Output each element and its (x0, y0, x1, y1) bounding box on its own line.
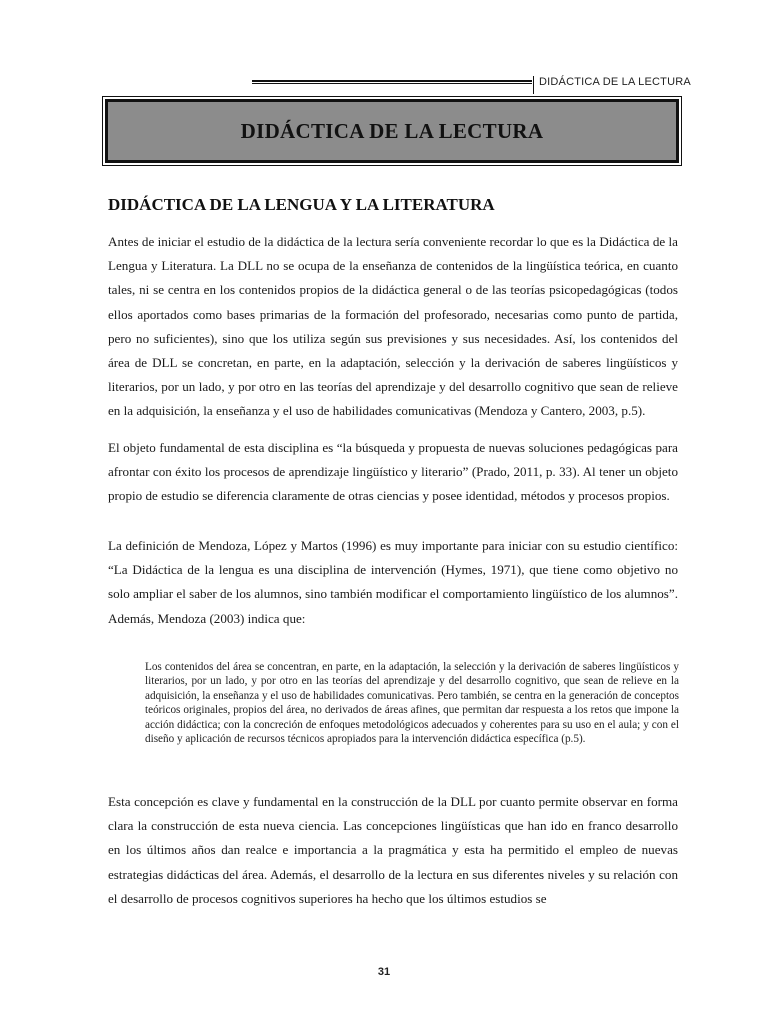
chapter-title: DIDÁCTICA DE LA LECTURA (240, 118, 544, 143)
paragraph-2: El objeto fundamental de esta disciplina es “la búsqueda y propuesta de nuevas soluciones pedagógicas para afrontar con éxito los procesos de aprendizaje lingüístico y literario” (Prado, 2011, p. 33). Al tener un objeto propio de estudio se diferencia claramente de otras ciencias y posee identidad, métodos y procesos propios. (108, 440, 678, 504)
running-head: DIDÁCTICA DE LA LECTURA (539, 76, 691, 88)
paragraph-4: Esta concepción es clave y fundamental en la construcción de la DLL por cuanto permite observar en forma clara la construcción de esta nueva ciencia. Las concepciones lingüísticas que han ido en franco desarrollo en los últimos años dan realce e importancia a la pragmática y esta ha permitido el empleo de nuevas estrategias didácticas del área. Además, el desarrollo de la lectura en sus diferentes niveles y su relación con el desarrollo de procesos cognitivos superiores ha hecho que los últimos estudios se (108, 794, 678, 906)
header-rule (252, 80, 532, 84)
section-heading: DIDÁCTICA DE LA LENGUA Y LA LITERATURA (108, 195, 495, 214)
header-divider (533, 76, 534, 94)
paragraph-3: La definición de Mendoza, López y Martos (1996) es muy importante para iniciar con su estudio científico: “La Didáctica de la lengua es una disciplina de intervención (Hymes, 1971), que tiene como objetivo no solo ampliar el saber de los alumnos, sino también modificar el comportamiento lingüístico de los alumnos”. Además, Mendoza (2003) indica que: (108, 538, 678, 626)
page-number: 31 (377, 966, 391, 978)
block-quote: Los contenidos del área se concentran, en parte, en la adaptación, la selección y la derivación de saberes lingüísticos y literarios, por un lado, y por otro en las teorías del aprendizaje y del desarrollo cognitivo, que sean de relieve en la adquisición, la enseñanza y el uso de habilidades comunicativas. Pero también, se centra en la generación de conceptos teóricos originales, propios del área, no derivados de áreas afines, que permitan dar respuesta a los retos que impone la acción didáctica; con la concreción de enfoques metodológicos adecuados y coherentes para su uso en el aula; y con el diseño y aplicación de recursos técnicos apropiados para la intervención didáctica específica (p.5). (145, 661, 679, 746)
chapter-title-box (105, 99, 679, 163)
paragraph-1: Antes de iniciar el estudio de la didáctica de la lectura sería conveniente recordar lo que es la Didáctica de la Lengua y Literatura. La DLL no se ocupa de la enseñanza de contenidos de la lingüística teórica, en cuanto tales, ni se centra en los contenidos propios de la didáctica general o de las teorías psicopedagógicas (todos ellos aportados como bases primarias de la formación del profesorado, necesarias como punto de partida, pero no suficientes), sino que los utiliza según sus previsiones y sus necesidades. Así, los contenidos del área de DLL se concretan, en parte, en la adaptación, selección y la derivación de saberes lingüísticos y literarios, por un lado, y por otro en las teorías del aprendizaje y del desarrollo cognitivo que sean de relieve en la adquisición, la enseñanza y el uso de habilidades comunicativas (Mendoza y Cantero, 2003, p.5). (108, 234, 678, 419)
